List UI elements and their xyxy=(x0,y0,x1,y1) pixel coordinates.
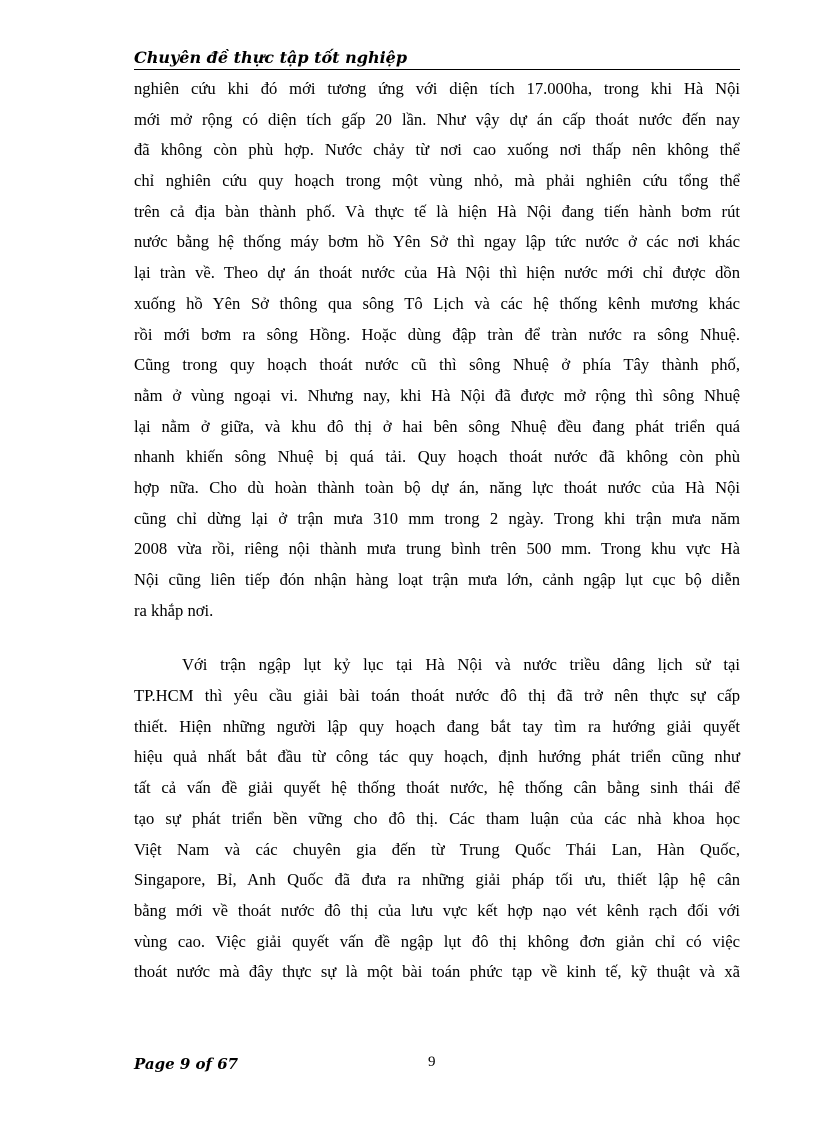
text-line: TP.HCM thì yêu cầu giải bài toán thoát nước đô thị đã trở nên thực sự cấp xyxy=(134,686,740,706)
header-divider xyxy=(134,69,740,70)
page-number: 9 xyxy=(428,1054,436,1070)
text-line: thoát nước mà đây thực sự là một bài toán phức tạp về kinh tế, kỹ thuật và xã xyxy=(134,962,740,982)
page-footer-label: Page 9 of 67 xyxy=(134,1055,239,1073)
text-line: nằm ở vùng ngoại vi. Nhưng nay, khi Hà Nội đã được mở rộng thì sông Nhuệ xyxy=(134,385,740,405)
text-line: ra khắp nơi. xyxy=(134,600,214,620)
page-header-title: Chuyên đề thực tập tốt nghiệp xyxy=(134,48,408,67)
text-line: bằng mới về thoát nước đô thị của lưu vực kết hợp nạo vét kênh rạch đối với xyxy=(134,900,740,920)
text-line: Nội cũng liên tiếp đón nhận hàng loạt trận mưa lớn, cảnh ngập lụt cục bộ diễn xyxy=(134,570,740,589)
text-line: Việt Nam và các chuyên gia đến từ Trung Quốc Thái Lan, Hàn Quốc, xyxy=(134,839,740,859)
text-line: tạo sự phát triển bền vững cho đô thị. Các tham luận của các nhà khoa học xyxy=(134,808,740,828)
text-line: lại nằm ở giữa, và khu đô thị ở hai bên sông Nhuệ đều đang phát triển quá xyxy=(134,416,740,436)
text-line: xuống hồ Yên Sở thông qua sông Tô Lịch và các hệ thống kênh mương khác xyxy=(134,293,740,313)
text-line: Cũng trong quy hoạch thoát nước cũ thì sông Nhuệ ở phía Tây thành phố, xyxy=(134,355,740,375)
text-line: Singapore, Bỉ, Anh Quốc đã đưa ra những giải pháp tối ưu, thiết lập hệ cân xyxy=(134,870,740,890)
text-line: Với trận ngập lụt kỷ lục tại Hà Nội và nước triều dâng lịch sử tại xyxy=(182,655,740,675)
text-line: 2008 vừa rồi, riêng nội thành mưa trung bình trên 500 mm. Trong khu vực Hà xyxy=(134,539,740,559)
text-line: trên cả địa bàn thành phố. Và thực tế là hiện Hà Nội đang tiến hành bơm rút xyxy=(134,201,740,221)
paragraph-1 xyxy=(134,74,740,626)
text-line: rồi mới bơm ra sông Hồng. Hoặc dùng đập tràn để tràn nước ra sông Nhuệ. xyxy=(134,324,740,344)
text-line: chỉ nghiên cứu quy hoạch trong một vùng nhỏ, mà phải nghiên cứu tổng thể xyxy=(134,171,740,191)
text-line: tất cả vấn đề giải quyết hệ thống thoát nước, hệ thống cân bằng sinh thái để xyxy=(134,778,740,798)
text-line: lại tràn về. Theo dự án thoát nước của Hà Nội thì hiện nước mới chỉ được dồn xyxy=(134,263,740,283)
text-line: mới mở rộng có diện tích gấp 20 lần. Như vậy dự án cấp thoát nước đến nay xyxy=(134,109,740,129)
text-line: nước bằng hệ thống máy bơm hồ Yên Sở thì ngay lập tức nước ở các nơi khác xyxy=(134,232,740,252)
text-line: vùng cao. Việc giải quyết vấn đề ngập lụt đô thị không đơn giản chỉ có việc xyxy=(134,931,740,951)
document-body xyxy=(134,74,740,988)
text-line: hiệu quả nhất bắt đầu từ công tác quy hoạch, định hướng phát triển cũng như xyxy=(134,747,740,767)
text-line: nhanh khiến sông Nhuệ bị quá tải. Quy hoạch thoát nước đã không còn phù xyxy=(134,447,740,467)
text-line: hợp nữa. Cho dù hoàn thành toàn bộ dự án, năng lực thoát nước của Hà Nội xyxy=(134,477,740,497)
text-line: đã không còn phù hợp. Nước chảy từ nơi cao xuống nơi thấp nên không thể xyxy=(134,140,740,160)
paragraph-gap xyxy=(134,626,740,650)
text-line: nghiên cứu khi đó mới tương ứng với diện tích 17.000ha, trong khi Hà Nội xyxy=(134,79,740,98)
text-line: cũng chỉ dừng lại ở trận mưa 310 mm trong 2 ngày. Trong khi trận mưa năm xyxy=(134,508,740,528)
text-line: thiết. Hiện những người lập quy hoạch đang bắt tay tìm ra hướng giải quyết xyxy=(134,716,740,736)
paragraph-2 xyxy=(134,650,740,988)
